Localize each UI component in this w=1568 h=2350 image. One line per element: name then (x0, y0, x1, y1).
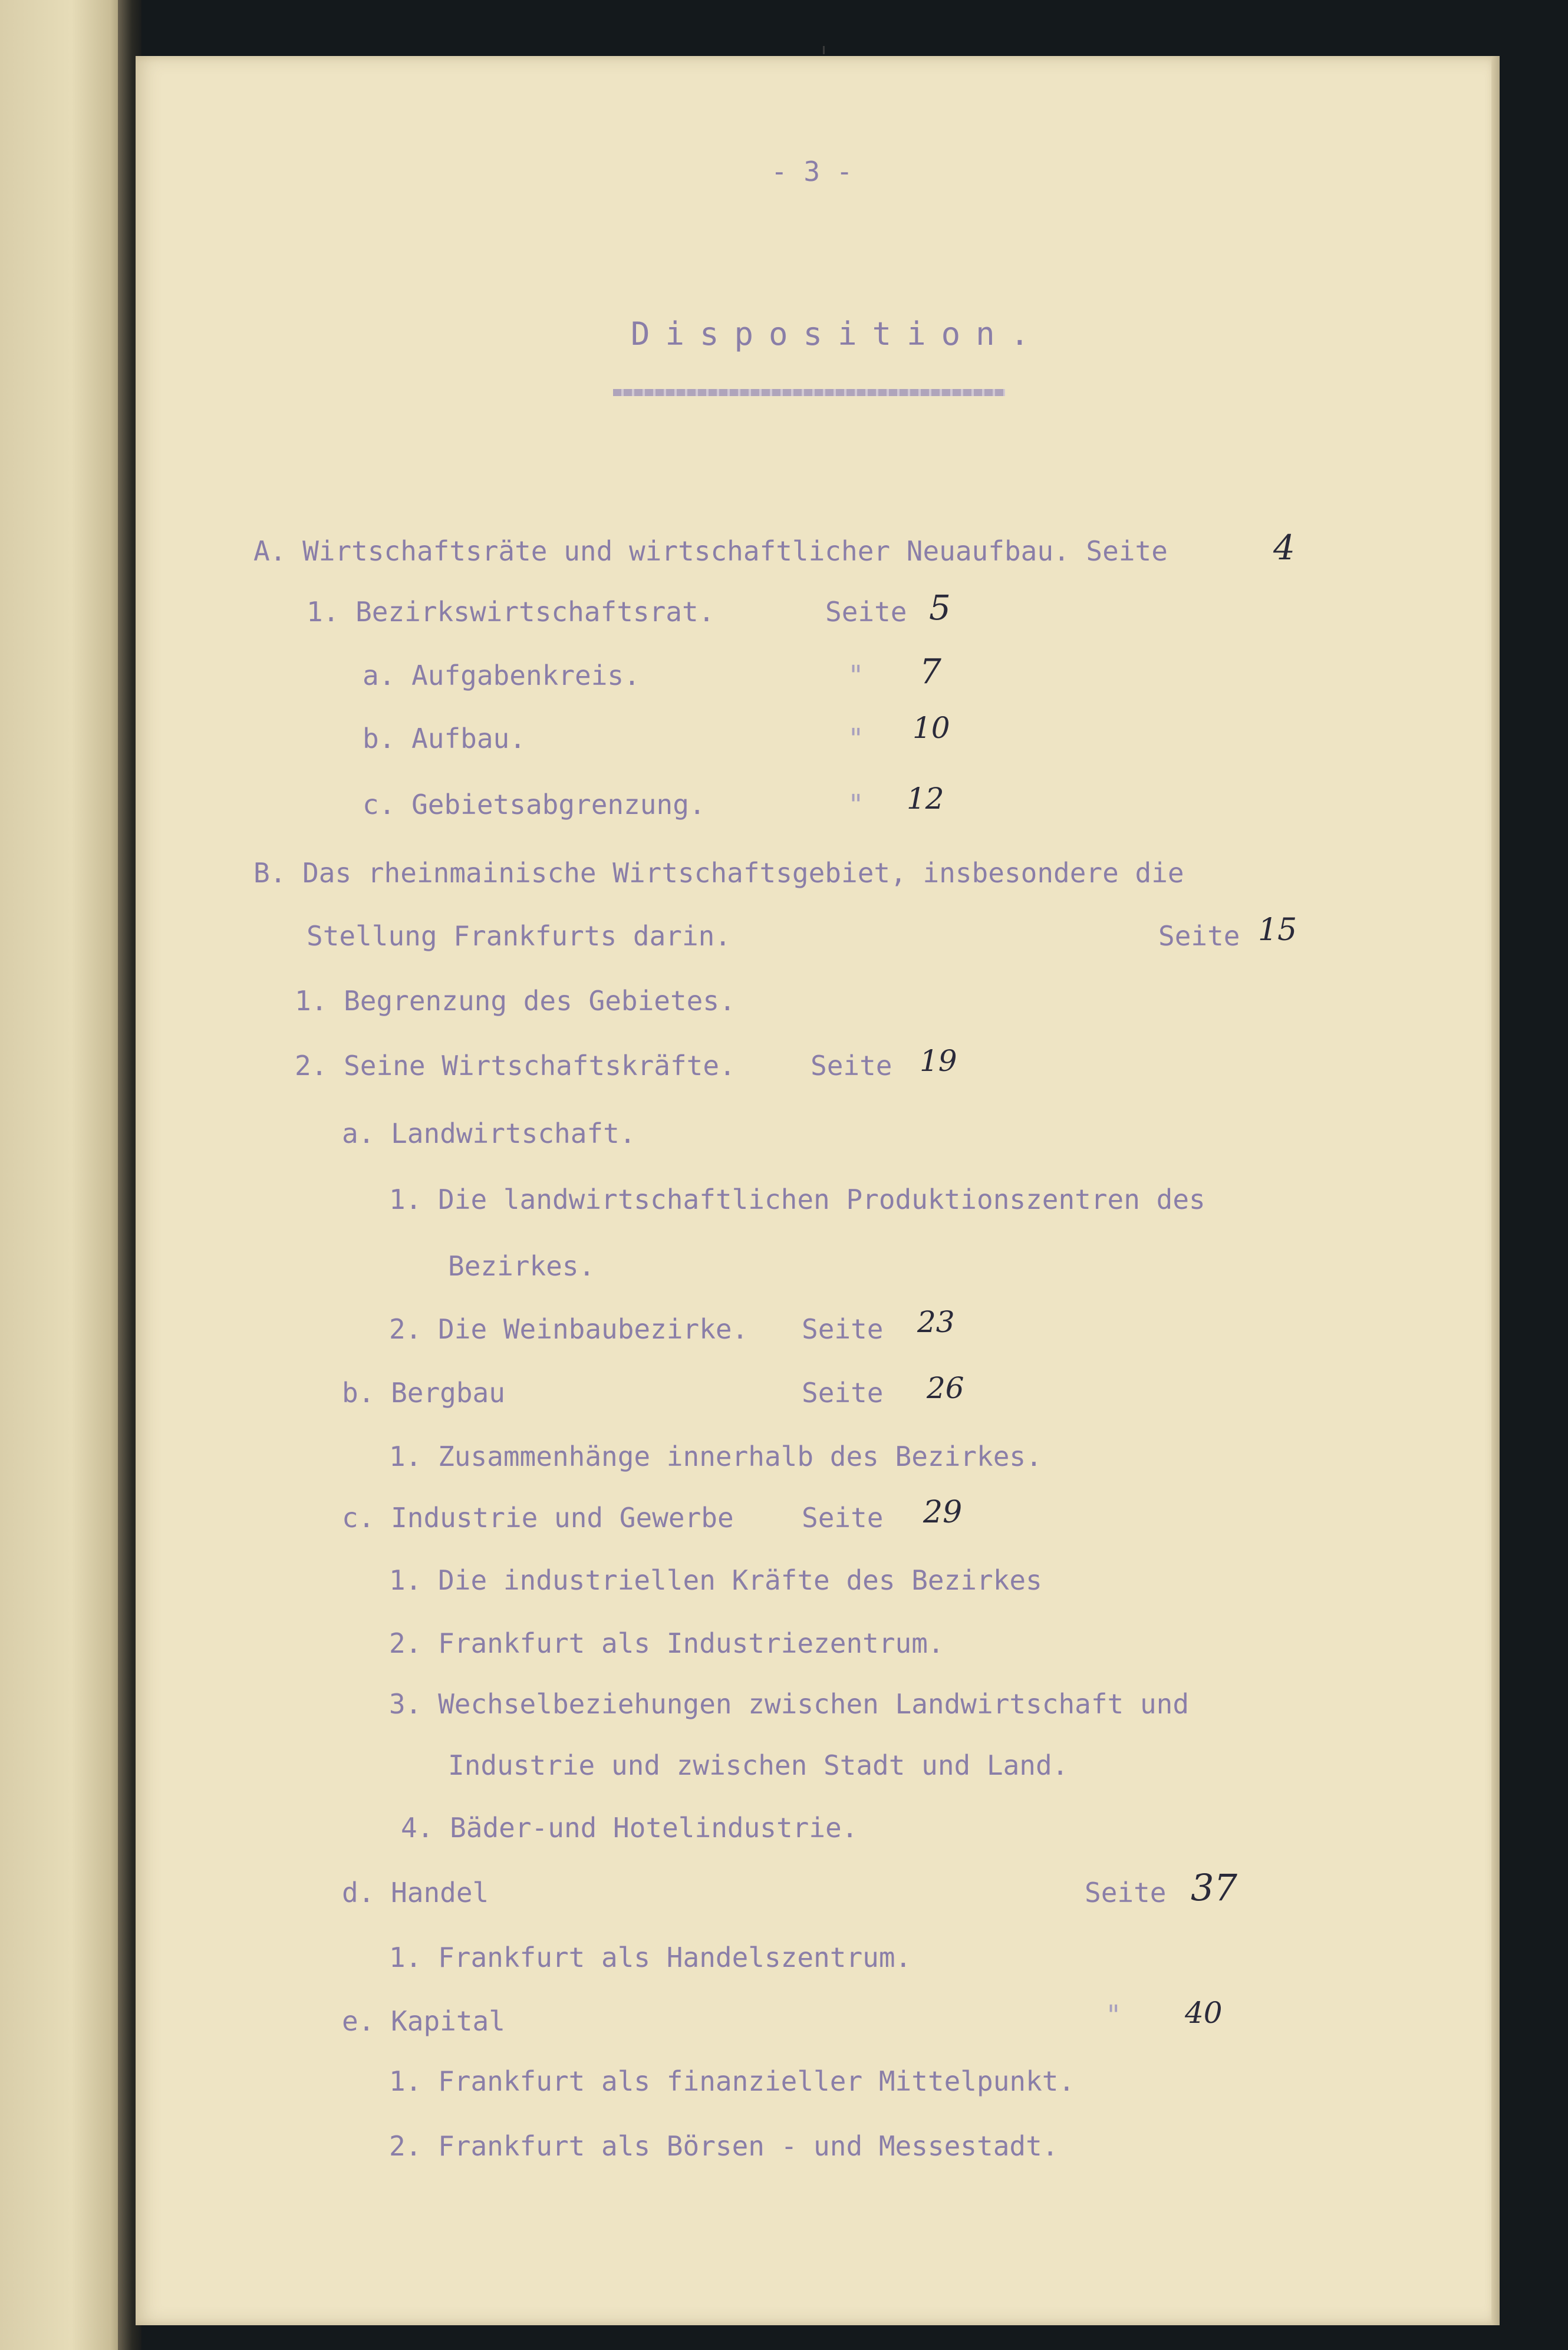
toc-page-number: 5 (929, 588, 951, 628)
page-tick-mark (823, 46, 825, 54)
toc-entry-text: 2. Seine Wirtschaftskräfte. (295, 1050, 736, 1082)
toc-page-number: 40 (1185, 1996, 1223, 2030)
toc-ditto-mark: " (848, 789, 864, 820)
toc-page-number: 29 (923, 1495, 963, 1530)
toc-entry-text: c. Gebietsabgrenzung. (363, 789, 706, 820)
toc-page-number: 19 (920, 1044, 957, 1078)
toc-entry-text: e. Kapital (342, 2005, 505, 2037)
toc-ditto-mark: " (1105, 1999, 1122, 2031)
toc-page-number: 23 (917, 1305, 955, 1339)
toc-page-number: 15 (1258, 912, 1297, 948)
toc-entry-text: a. Landwirtschaft. (342, 1118, 636, 1149)
toc-entry-text: d. Handel (342, 1877, 489, 1909)
toc-seite-label: Seite (802, 1502, 884, 1534)
toc-entry-text: 1. Begrenzung des Gebietes. (295, 985, 736, 1017)
toc-page-number: 26 (927, 1371, 964, 1405)
toc-entry-text: Industrie und zwischen Stadt und Land. (448, 1749, 1069, 1781)
toc-entry-text: A. Wirtschaftsräte und wirtschaftlicher Neuaufbau. Seite (253, 535, 1168, 567)
toc-entry-text: Bezirkes. (448, 1250, 595, 1282)
toc-ditto-mark: " (848, 723, 864, 754)
toc-entry-text: Stellung Frankfurts darin. (307, 920, 732, 952)
toc-seite-label: Seite (802, 1377, 884, 1409)
toc-seite-label: Seite (811, 1050, 892, 1082)
toc-entry-text: 2. Frankfurt als Industriezentrum. (389, 1627, 944, 1659)
toc-entry-text: a. Aufgabenkreis. (363, 660, 640, 691)
toc-entry-text: b. Bergbau (342, 1377, 505, 1409)
page-number: - 3 - (771, 156, 853, 187)
toc-entry-text: 3. Wechselbeziehungen zwischen Landwirtschaft und (389, 1688, 1190, 1720)
toc-page-number: 10 (913, 711, 950, 745)
title-underline (613, 389, 1005, 396)
toc-entry-text: 2. Die Weinbaubezirke. (389, 1313, 749, 1345)
toc-entry-text: 1. Zusammenhänge innerhalb des Bezirkes. (389, 1441, 1042, 1472)
toc-entry-text: 1. Die landwirtschaftlichen Produktionszentren des (389, 1184, 1205, 1215)
toc-page-number: 12 (907, 782, 944, 816)
toc-page-number: 37 (1191, 1866, 1237, 1909)
toc-entry-text: 4. Bäder-und Hotelindustrie. (401, 1812, 858, 1844)
left-page (0, 0, 130, 2350)
document-title: Disposition. (631, 315, 1045, 352)
toc-seite-label: Seite (1158, 920, 1240, 952)
toc-page-number: 7 (920, 651, 941, 691)
toc-entry-text: 1. Frankfurt als Handelszentrum. (389, 1942, 912, 1973)
toc-seite-label: Seite (1085, 1877, 1167, 1909)
toc-entry-text: b. Aufbau. (363, 723, 526, 754)
toc-page-number: 4 (1273, 528, 1295, 568)
toc-entry-text: 1. Frankfurt als finanzieller Mittelpunkt. (389, 2065, 1075, 2097)
toc-seite-label: Seite (825, 596, 907, 628)
toc-entry-text: 1. Die industriellen Kräfte des Bezirkes (389, 1564, 1042, 1596)
toc-ditto-mark: " (848, 660, 864, 691)
toc-entry-text: 1. Bezirkswirtschaftsrat. (307, 596, 715, 628)
toc-entry-text: c. Industrie und Gewerbe (342, 1502, 734, 1534)
toc-entry-text: 2. Frankfurt als Börsen - und Messestadt. (389, 2130, 1059, 2162)
toc-entry-text: B. Das rheinmainische Wirtschaftsgebiet, insbesondere die (253, 857, 1184, 889)
toc-seite-label: Seite (802, 1313, 884, 1345)
page-edge (1491, 56, 1500, 2325)
